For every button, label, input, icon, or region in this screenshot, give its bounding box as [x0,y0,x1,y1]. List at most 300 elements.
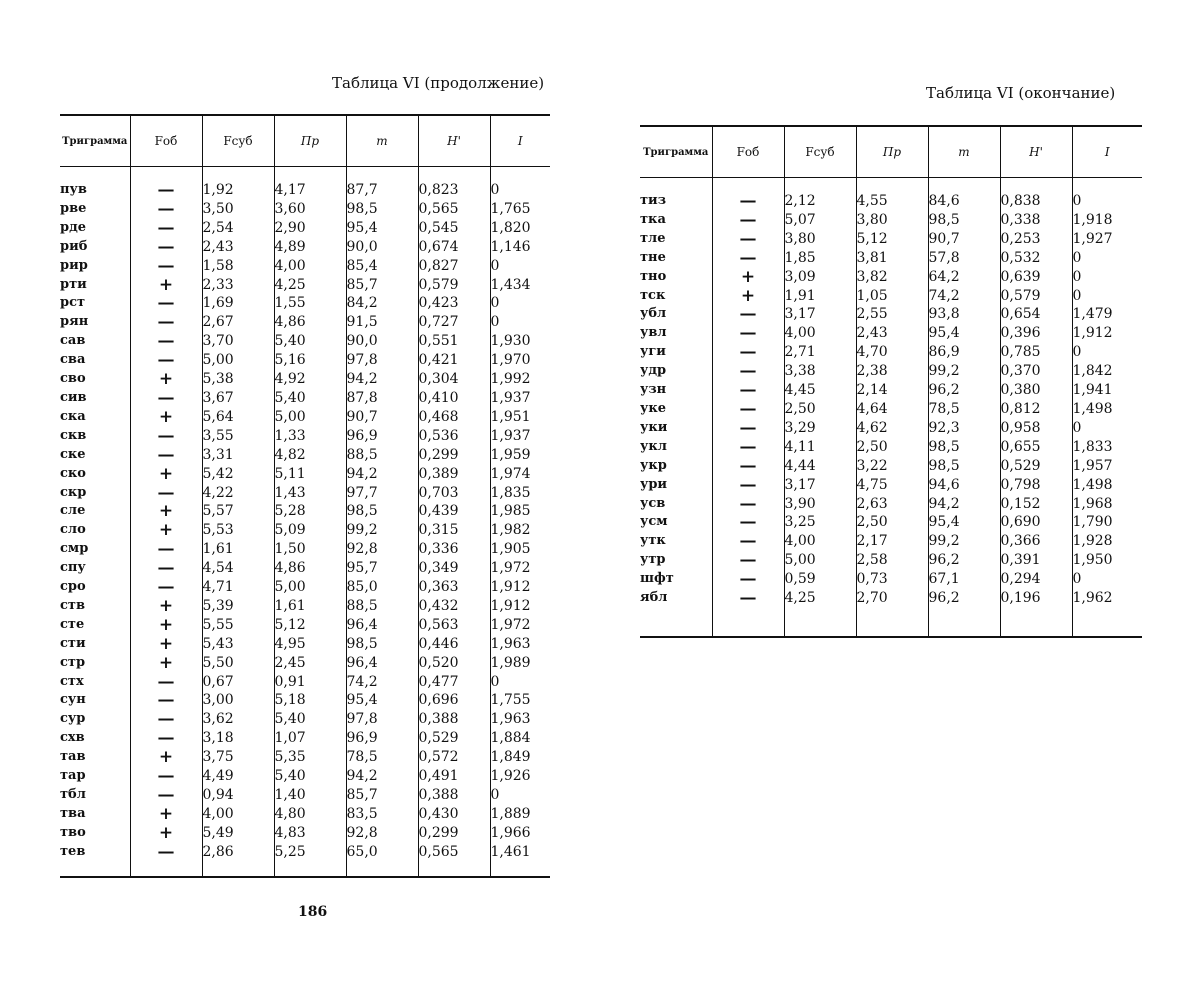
header-row [60,115,550,167]
value-cell: 1,43 [274,484,346,503]
value-cell: 0,727 [418,313,490,332]
value-cell: 4,92 [274,370,346,389]
value-cell: 0,827 [418,257,490,276]
value-cell: 1,498 [1072,400,1142,419]
value-cell: 96,4 [346,654,418,673]
column-header: Fоб [712,126,784,178]
trigram-cell: тев [60,843,86,859]
value-cell: 4,22 [202,484,274,503]
value-cell: 4,00 [274,257,346,276]
value-cell: 96,4 [346,616,418,635]
value-cell: 4,45 [784,381,856,400]
value-cell: 0,315 [418,521,490,540]
value-cell: 2,38 [856,362,928,381]
value-cell: 1,972 [490,616,550,635]
sign-cell: — [712,419,784,438]
value-cell: 98,5 [928,457,1000,476]
value-cell: 0,253 [1000,230,1072,249]
value-cell: 0 [1072,192,1142,211]
value-cell: 98,5 [928,438,1000,457]
value-cell: 3,18 [202,729,274,748]
table-row [60,540,550,559]
value-cell: 1,40 [274,786,346,805]
value-cell: 1,912 [490,597,550,616]
value-cell: 0,91 [274,673,346,692]
value-cell: 3,60 [274,200,346,219]
data-table [60,114,550,878]
value-cell: 0,299 [418,446,490,465]
sign-cell: + [130,502,202,521]
value-cell: 1,461 [490,843,550,862]
trigram-cell: рде [60,219,87,235]
value-cell: 1,61 [274,597,346,616]
value-cell: 4,62 [856,419,928,438]
sign-cell: — [130,786,202,805]
sign-cell: + [130,748,202,767]
sign-cell: — [712,476,784,495]
trigram-cell: шфт [640,571,674,587]
sign-cell: — [712,343,784,362]
sign-cell: + [712,287,784,306]
value-cell: 2,70 [856,589,928,608]
value-cell: 0 [1072,249,1142,268]
value-cell: 0,529 [418,729,490,748]
trigram-cell: рти [60,276,87,292]
sign-cell: — [130,313,202,332]
value-cell: 85,7 [346,786,418,805]
column-header: Fоб [130,115,202,167]
value-cell: 92,3 [928,419,1000,438]
sign-cell: — [130,540,202,559]
sign-cell: — [130,484,202,503]
value-cell: 1,970 [490,351,550,370]
value-cell: 0,532 [1000,249,1072,268]
value-cell: 5,07 [784,211,856,230]
value-cell: 0,349 [418,559,490,578]
value-cell: 1,849 [490,748,550,767]
sign-cell: — [712,495,784,514]
value-cell: 3,80 [784,230,856,249]
sign-cell: — [130,691,202,710]
value-cell: 0,446 [418,635,490,654]
value-cell: 0,520 [418,654,490,673]
value-cell: 3,17 [784,305,856,324]
value-cell: 0,551 [418,332,490,351]
value-cell: 5,25 [274,843,346,862]
value-cell: 5,00 [202,351,274,370]
table-row [60,200,550,219]
value-cell: 1,50 [274,540,346,559]
value-cell: 1,434 [490,276,550,295]
table-row [640,287,1142,306]
sign-cell: — [130,729,202,748]
table-row [640,532,1142,551]
value-cell: 84,2 [346,294,418,313]
trigram-cell: сро [60,579,86,595]
value-cell: 0 [1072,419,1142,438]
sign-cell: — [130,710,202,729]
sign-cell: + [712,268,784,287]
sign-cell: — [130,767,202,786]
value-cell: 74,2 [928,287,1000,306]
sign-cell: + [130,805,202,824]
column-header: H' [418,115,490,167]
value-cell: 1,55 [274,294,346,313]
trigram-cell: тле [640,230,666,246]
value-cell: 0,432 [418,597,490,616]
value-cell: 5,09 [274,521,346,540]
value-cell: 3,09 [784,268,856,287]
value-cell: 83,5 [346,805,418,824]
data-table [640,125,1142,638]
value-cell: 0,572 [418,748,490,767]
trigram-cell: убл [640,306,667,322]
sign-cell: — [712,324,784,343]
value-cell: 0 [490,294,550,313]
sign-cell: + [130,370,202,389]
value-cell: 96,9 [346,729,418,748]
value-cell: 3,90 [784,495,856,514]
table-row [640,570,1142,589]
table-row [60,597,550,616]
column-header: H' [1000,126,1072,178]
value-cell: 97,8 [346,710,418,729]
value-cell: 97,7 [346,484,418,503]
value-cell: 4,17 [274,181,346,200]
table-row [640,551,1142,570]
table-row [60,313,550,332]
value-cell: 0,196 [1000,589,1072,608]
value-cell: 1,992 [490,370,550,389]
value-cell: 0,545 [418,219,490,238]
value-cell: 95,4 [346,219,418,238]
sign-cell: — [712,438,784,457]
value-cell: 87,8 [346,389,418,408]
table-row [60,654,550,673]
value-cell: 1,957 [1072,457,1142,476]
value-cell: 4,83 [274,824,346,843]
value-cell: 2,90 [274,219,346,238]
value-cell: 1,912 [1072,324,1142,343]
sign-cell: — [130,294,202,313]
sign-cell: — [130,257,202,276]
value-cell: 4,71 [202,578,274,597]
value-cell: 3,50 [202,200,274,219]
value-cell: 1,842 [1072,362,1142,381]
value-cell: 90,7 [346,408,418,427]
sign-cell: — [712,570,784,589]
value-cell: 0,812 [1000,400,1072,419]
value-cell: 0,491 [418,767,490,786]
value-cell: 2,67 [202,313,274,332]
trigram-cell: тво [60,824,86,840]
value-cell: 1,918 [1072,211,1142,230]
sign-cell: + [130,635,202,654]
table-row [60,559,550,578]
sign-cell: + [130,824,202,843]
value-cell: 0,958 [1000,419,1072,438]
value-cell: 4,54 [202,559,274,578]
value-cell: 1,61 [202,540,274,559]
value-cell: 86,9 [928,343,1000,362]
value-cell: 5,12 [856,230,928,249]
value-cell: 95,7 [346,559,418,578]
value-cell: 94,2 [928,495,1000,514]
value-cell: 2,54 [202,219,274,238]
value-cell: 1,889 [490,805,550,824]
value-cell: 1,937 [490,427,550,446]
value-cell: 1,985 [490,502,550,521]
table-row [60,843,550,862]
value-cell: 98,5 [346,635,418,654]
table-row [640,268,1142,287]
sign-cell: + [130,616,202,635]
value-cell: 5,38 [202,370,274,389]
value-cell: 1,937 [490,389,550,408]
value-cell: 1,755 [490,691,550,710]
table-row [60,616,550,635]
trigram-cell: укл [640,438,667,454]
value-cell: 96,2 [928,551,1000,570]
value-cell: 1,966 [490,824,550,843]
value-cell: 2,33 [202,276,274,295]
value-cell: 2,58 [856,551,928,570]
value-cell: 1,58 [202,257,274,276]
value-cell: 94,2 [346,465,418,484]
value-cell: 2,86 [202,843,274,862]
trigram-cell: уки [640,419,668,435]
value-cell: 0,536 [418,427,490,446]
table-row [640,513,1142,532]
value-cell: 5,55 [202,616,274,635]
table-row [60,805,550,824]
trigram-cell: рян [60,314,89,330]
value-cell: 84,6 [928,192,1000,211]
sign-cell: — [130,843,202,862]
table-row [640,362,1142,381]
value-cell: 96,2 [928,589,1000,608]
value-cell: 0,410 [418,389,490,408]
value-cell: 95,4 [928,513,1000,532]
value-cell: 3,31 [202,446,274,465]
value-cell: 4,25 [274,276,346,295]
value-cell: 0,338 [1000,211,1072,230]
value-cell: 4,64 [856,400,928,419]
value-cell: 0,529 [1000,457,1072,476]
value-cell: 5,50 [202,654,274,673]
value-cell: 65,0 [346,843,418,862]
sign-cell: — [712,551,784,570]
trigram-cell: тка [640,211,666,227]
value-cell: 0,363 [418,578,490,597]
value-cell: 0,294 [1000,570,1072,589]
value-cell: 3,70 [202,332,274,351]
value-cell: 1,974 [490,465,550,484]
value-cell: 0,579 [418,276,490,295]
value-cell: 0,67 [202,673,274,692]
value-cell: 5,00 [784,551,856,570]
value-cell: 3,67 [202,389,274,408]
value-cell: 2,45 [274,654,346,673]
value-cell: 4,86 [274,559,346,578]
value-cell: 3,80 [856,211,928,230]
column-header: I [490,115,550,167]
trigram-cell: ска [60,408,86,424]
table-row [60,219,550,238]
trigram-cell: увл [640,325,667,341]
value-cell: 85,0 [346,578,418,597]
table-row [60,427,550,446]
value-cell: 2,63 [856,495,928,514]
value-cell: 0,798 [1000,476,1072,495]
value-cell: 95,4 [346,691,418,710]
value-cell: 94,6 [928,476,1000,495]
value-cell: 98,5 [346,502,418,521]
value-cell: 0,152 [1000,495,1072,514]
sign-cell: — [712,381,784,400]
value-cell: 1,884 [490,729,550,748]
value-cell: 0 [1072,343,1142,362]
trigram-cell: смр [60,541,89,557]
value-cell: 94,2 [346,370,418,389]
table-continued [60,114,550,878]
trigram-cell: схв [60,730,85,746]
page-number: 186 [298,904,328,920]
sign-cell: — [712,513,784,532]
value-cell: 5,12 [274,616,346,635]
value-cell: 1,820 [490,219,550,238]
table-end [640,125,1142,638]
value-cell: 0,336 [418,540,490,559]
table-row [60,691,550,710]
value-cell: 3,62 [202,710,274,729]
sign-cell: — [130,446,202,465]
trigram-cell: сав [60,333,86,349]
value-cell: 95,4 [928,324,1000,343]
column-header: m [346,115,418,167]
value-cell: 0,639 [1000,268,1072,287]
value-cell: 0,655 [1000,438,1072,457]
value-cell: 0,389 [418,465,490,484]
value-cell: 1,968 [1072,495,1142,514]
value-cell: 5,49 [202,824,274,843]
value-cell: 92,8 [346,540,418,559]
sign-cell: + [130,276,202,295]
value-cell: 1,962 [1072,589,1142,608]
sign-cell: — [130,578,202,597]
value-cell: 1,05 [856,287,928,306]
sign-cell: — [712,362,784,381]
value-cell: 5,28 [274,502,346,521]
table-row [60,786,550,805]
trigram-cell: тно [640,268,667,284]
value-cell: 90,0 [346,332,418,351]
table-row [640,589,1142,608]
table-row [60,465,550,484]
trigram-cell: уги [640,344,666,360]
trigram-cell: скр [60,484,87,500]
value-cell: 0,579 [1000,287,1072,306]
table-caption-end: Таблица VI (окончание) [926,84,1116,102]
trigram-cell: пув [60,182,87,197]
value-cell: 1,790 [1072,513,1142,532]
value-cell: 3,25 [784,513,856,532]
value-cell: 85,7 [346,276,418,295]
value-cell: 98,5 [346,200,418,219]
trigram-cell: ябл [640,590,668,606]
value-cell: 92,8 [346,824,418,843]
value-cell: 0,73 [856,570,928,589]
value-cell: 5,53 [202,521,274,540]
value-cell: 4,49 [202,767,274,786]
table-row [60,729,550,748]
value-cell: 90,0 [346,238,418,257]
value-cell: 3,81 [856,249,928,268]
value-cell: 98,5 [928,211,1000,230]
value-cell: 1,479 [1072,305,1142,324]
sign-cell: — [130,181,202,200]
trigram-cell: ств [60,597,86,613]
value-cell: 0,696 [418,691,490,710]
value-cell: 0,838 [1000,192,1072,211]
table-row [60,332,550,351]
value-cell: 99,2 [346,521,418,540]
value-cell: 0,421 [418,351,490,370]
value-cell: 1,989 [490,654,550,673]
table-row [640,476,1142,495]
value-cell: 0,563 [418,616,490,635]
value-cell: 0 [1072,268,1142,287]
value-cell: 4,55 [856,192,928,211]
table-row [60,748,550,767]
value-cell: 3,55 [202,427,274,446]
value-cell: 0,654 [1000,305,1072,324]
sign-cell: — [712,192,784,211]
table-row [640,419,1142,438]
table-caption-continued: Таблица VI (продолжение) [332,74,545,92]
value-cell: 96,9 [346,427,418,446]
sign-cell: + [130,408,202,427]
value-cell: 1,930 [490,332,550,351]
value-cell: 2,71 [784,343,856,362]
trigram-cell: сва [60,352,86,368]
value-cell: 4,00 [784,324,856,343]
value-cell: 1,833 [1072,438,1142,457]
table-row [640,192,1142,211]
value-cell: 2,12 [784,192,856,211]
value-cell: 2,55 [856,305,928,324]
value-cell: 5,00 [274,408,346,427]
sign-cell: — [130,427,202,446]
value-cell: 5,39 [202,597,274,616]
value-cell: 4,00 [202,805,274,824]
value-cell: 4,11 [784,438,856,457]
value-cell: 0,477 [418,673,490,692]
column-header: I [1072,126,1142,178]
trigram-cell: узн [640,382,667,398]
table-row [60,502,550,521]
trigram-cell: риб [60,238,88,254]
value-cell: 1,85 [784,249,856,268]
value-cell: 0,430 [418,805,490,824]
value-cell: 1,92 [202,181,274,200]
table-row [60,767,550,786]
value-cell: 0,59 [784,570,856,589]
table-row [640,457,1142,476]
value-cell: 0,674 [418,238,490,257]
value-cell: 64,2 [928,268,1000,287]
value-cell: 1,959 [490,446,550,465]
